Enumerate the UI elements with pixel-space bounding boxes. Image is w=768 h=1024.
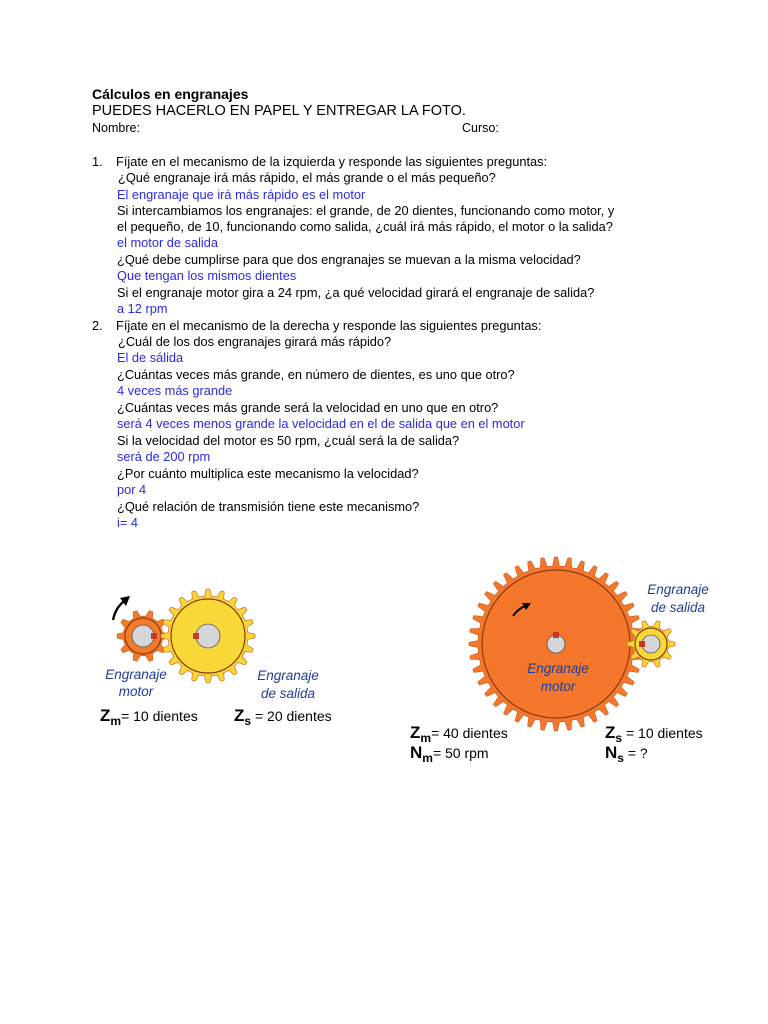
page-title: Cálculos en engranajes [92, 86, 249, 102]
right-output-label-1: Engranaje [647, 582, 709, 597]
section2-heading: Fíjate en el mecanismo de la derecha y responde las siguientes preguntas: [116, 318, 542, 333]
ns-letter: N [605, 743, 618, 762]
name-label: Nombre: [92, 121, 140, 135]
section2-answer-3: será 4 veces menos grande la velocidad en el de salida que en el motor [117, 416, 525, 431]
section1-question-2-line2: el pequeño, de 10, funcionando como salida, ¿cuál irá más rápido, el motor o la salida? [117, 219, 613, 234]
section2-question-4: Si la velocidad del motor es 50 rpm, ¿cuál será la de salida? [117, 433, 460, 448]
course-label: Curso: [462, 121, 499, 135]
zs-letter: Z [605, 723, 616, 742]
nm-letter: N [410, 743, 423, 762]
section2-number: 2. [92, 318, 103, 333]
large-motor-gear-icon [469, 557, 643, 731]
section2-question-2: ¿Cuántas veces más grande, en número de dientes, es uno que otro? [117, 367, 515, 382]
zm-subscript: m [110, 713, 122, 728]
ns-value: = ? [623, 745, 648, 761]
right-zm-formula [410, 723, 508, 745]
section1-answer-1: El engranaje que irá más rápido es el motor [117, 187, 366, 202]
zm-value: = 40 dientes [431, 725, 508, 741]
right-output-label-2: de salida [650, 600, 706, 615]
page-subtitle: PUEDES HACERLO EN PAPEL Y ENTREGAR LA FOTO. [92, 103, 466, 119]
zs-subscript: s [615, 730, 623, 745]
section2-answer-2: 4 veces más grande [117, 383, 233, 398]
right-ns-formula [605, 743, 648, 765]
zm-letter: Z [410, 723, 421, 742]
section2-answer-4: será de 200 rpm [117, 449, 211, 464]
section1-heading: Fíjate en el mecanismo de la izquierda y responde las siguientes preguntas: [116, 154, 548, 169]
zm-letter: Z [100, 706, 111, 725]
small-output-gear-icon [627, 621, 675, 668]
zm-subscript: m [420, 730, 432, 745]
section1-question-4: Si el engranaje motor gira a 24 rpm, ¿a qué velocidad girará el engranaje de salida? [117, 285, 595, 300]
section1-question-1: ¿Qué engranaje irá más rápido, el más grande o el más pequeño? [118, 170, 496, 185]
section2-answer-1: El de sálida [117, 350, 184, 365]
right-motor-label-2: motor [540, 679, 576, 694]
section1-answer-3: Que tengan los mismos dientes [117, 268, 297, 283]
section2-question-3: ¿Cuántas veces más grande será la velocidad en uno que en otro? [117, 400, 499, 415]
zs-subscript: s [244, 713, 252, 728]
section2-question-5: ¿Por cuánto multiplica este mecanismo la velocidad? [117, 466, 419, 481]
left-motor-label-2: motor [118, 684, 154, 699]
section1-number: 1. [92, 154, 103, 169]
section2-answer-5: por 4 [117, 482, 147, 497]
left-motor-label-1: Engranaje [105, 667, 167, 682]
left-output-label-1: Engranaje [257, 668, 319, 683]
section2-question-6: ¿Qué relación de transmisión tiene este mecanismo? [117, 499, 420, 514]
section2-answer-6: i= 4 [117, 515, 138, 530]
zs-value: = 20 dientes [251, 708, 332, 724]
ns-subscript: s [617, 750, 624, 765]
nm-subscript: m [422, 750, 433, 765]
section1-question-3: ¿Qué debe cumplirse para que dos engranajes se muevan a la misma velocidad? [117, 252, 581, 267]
section2-question-1: ¿Cuál de los dos engranajes girará más rápido? [118, 334, 392, 349]
nm-value: = 50 rpm [432, 745, 489, 761]
zs-letter: Z [234, 706, 245, 725]
right-nm-formula [410, 743, 489, 765]
zs-value: = 10 dientes [622, 725, 703, 741]
section1-answer-2: el motor de salida [117, 235, 219, 250]
section1-answer-4: a 12 rpm [117, 301, 168, 316]
section1-question-2-line1: Si intercambiamos los engranajes: el grande, de 20 dientes, funcionando como motor, y [117, 203, 615, 218]
right-motor-label-1: Engranaje [527, 661, 589, 676]
left-output-label-2: de salida [260, 686, 316, 701]
right-zs-formula [605, 723, 703, 745]
zm-value: = 10 dientes [121, 708, 198, 724]
